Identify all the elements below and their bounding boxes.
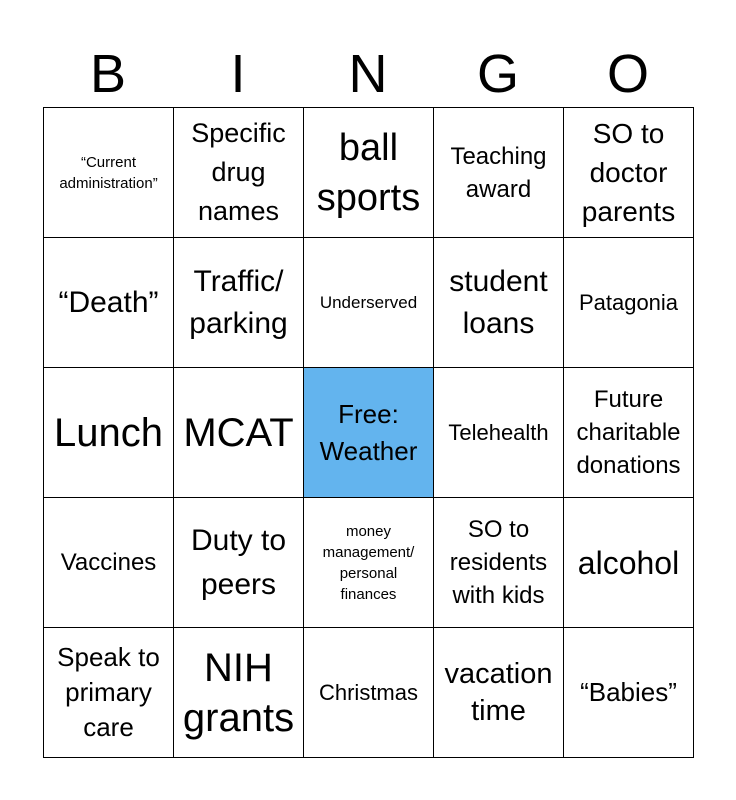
cell-text: SO to residents with kids [449,516,548,609]
bingo-cell-r2-c4[interactable] [434,238,564,368]
bingo-cell-r4-c5[interactable] [564,498,694,628]
bingo-cell-r3-c5[interactable] [564,368,694,498]
cell-text: SO to doctor parents [581,118,676,227]
bingo-cell-r3-c1[interactable] [44,368,174,498]
cell-text: Telehealth [448,419,549,445]
cell-text: NIH grants [182,645,295,740]
bingo-cell-r2-c1[interactable] [44,238,174,368]
cell-text: Duty to peers [190,523,287,601]
bingo-grid [43,107,694,758]
cell-text: Teaching award [450,142,547,203]
header-letter-b: B [89,44,127,104]
bingo-cell-r2-c3[interactable] [304,238,434,368]
cell-text: money management/ personal finances [322,522,415,603]
cell-text: Patagonia [578,289,679,315]
cell-text: Lunch [54,410,163,455]
bingo-cell-r4-c3[interactable] [304,498,434,628]
header-letter-g: G [476,44,519,104]
bingo-cell-r1-c2[interactable] [174,108,304,238]
cell-text: “Current administration” [59,153,158,192]
cell-text: Christmas [318,679,418,705]
bingo-cell-r5-c2[interactable] [174,628,304,758]
bingo-cell-r3-c2[interactable] [174,368,304,498]
cell-text: Speak to primary care [57,642,160,742]
cell-text: student loans [449,264,548,340]
bingo-cell-r1-c3[interactable] [304,108,434,238]
bingo-cell-r5-c5[interactable] [564,628,694,758]
cell-text: vacation time [444,657,553,727]
cell-text: Free: Weather [319,398,418,466]
cell-text: Underserved [319,293,418,312]
cell-text: “Death” [58,285,159,319]
bingo-cell-r3-c4[interactable] [434,368,564,498]
bingo-cell-r4-c2[interactable] [174,498,304,628]
bingo-cell-r1-c5[interactable] [564,108,694,238]
cell-text: Vaccines [60,549,157,576]
cell-text: MCAT [183,410,294,455]
bingo-cell-r2-c5[interactable] [564,238,694,368]
bingo-cell-r5-c1[interactable] [44,628,174,758]
bingo-header [43,40,693,108]
bingo-cell-r5-c4[interactable] [434,628,564,758]
cell-text: ball sports [316,126,421,219]
bingo-cell-r4-c1[interactable] [44,498,174,628]
bingo-cell-r5-c3[interactable] [304,628,434,758]
free-space-cell[interactable] [304,368,434,498]
cell-text: Traffic/ parking [189,264,288,340]
bingo-cell-r1-c1[interactable] [44,108,174,238]
bingo-cell-r4-c4[interactable] [434,498,564,628]
header-letter-o: O [606,44,649,104]
header-letter-n: N [348,44,388,104]
bingo-cell-r2-c2[interactable] [174,238,304,368]
header-letter-i: I [230,44,246,104]
bingo-cell-r1-c4[interactable] [434,108,564,238]
cell-text: Future charitable donations [576,386,681,479]
cell-text: Specific drug names [191,118,286,226]
cell-text: alcohol [577,544,680,581]
cell-text: “Babies” [580,677,677,707]
